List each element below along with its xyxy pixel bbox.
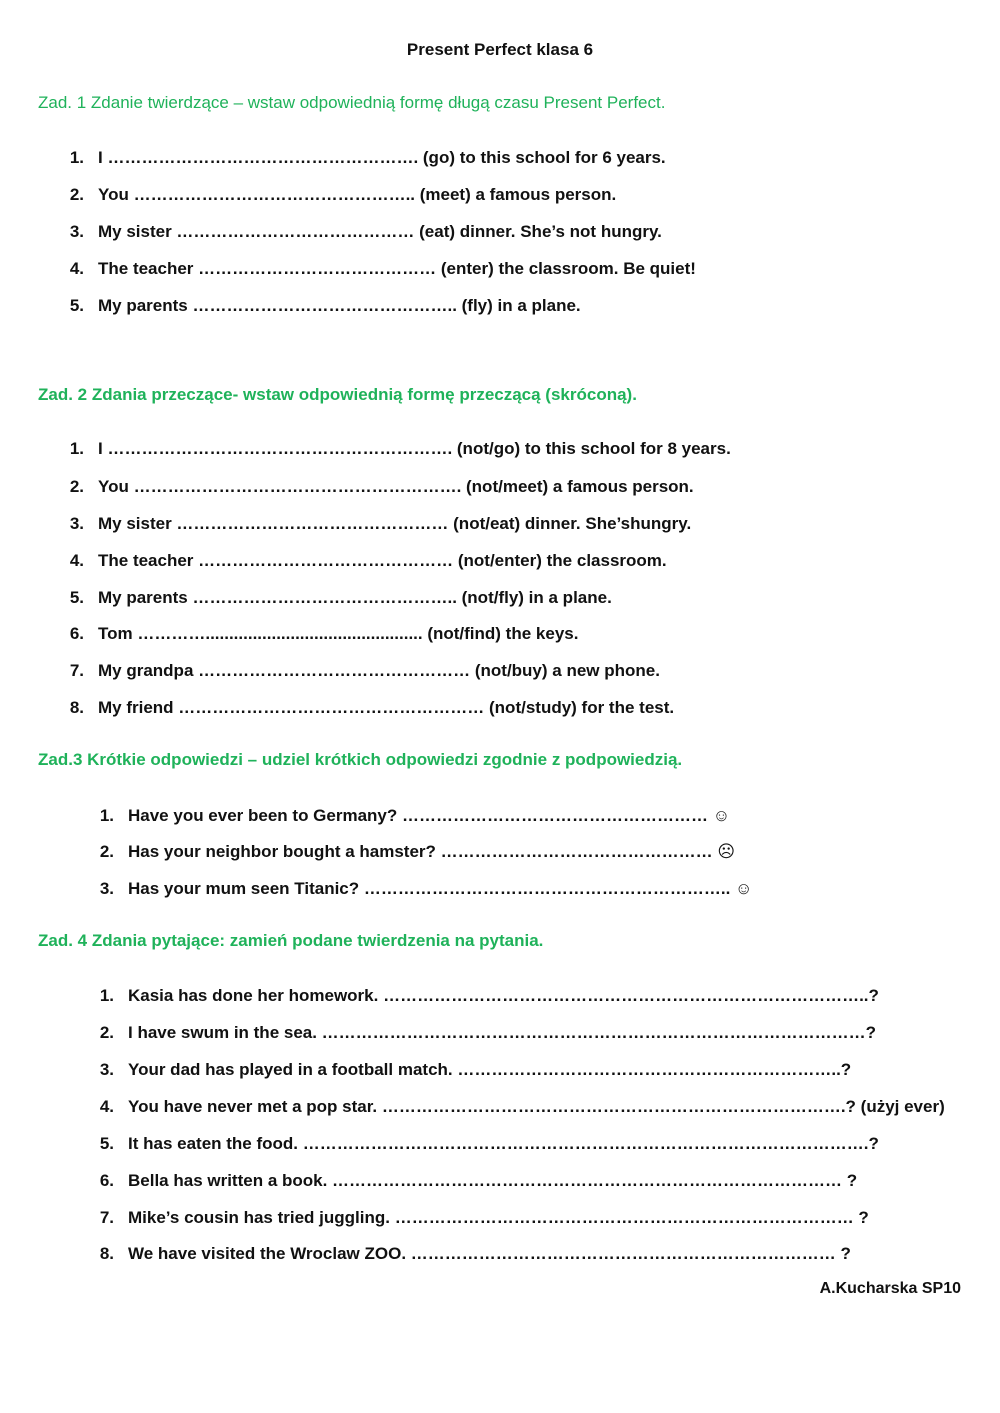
item-number: 5. — [69, 296, 84, 315]
zad1-heading: Zad. 1 Zdanie twierdzące – wstaw odpowiednią formę długą czasu Present Perfect. — [38, 93, 666, 112]
item-number: 1. — [69, 439, 84, 458]
item-number: 2. — [99, 842, 114, 861]
zad4-heading: Zad. 4 Zdania pytające: zamień podane twierdzenia na pytania. — [38, 931, 544, 950]
item-number: 2. — [69, 185, 84, 204]
item-text: I ………………………………………………. (go) to this school for 6 years. — [98, 148, 666, 167]
item-text: It has eaten the food. ……………………………………………………………………………………….? — [128, 1134, 879, 1153]
item-number: 3. — [69, 514, 84, 533]
item-text: My parents ……………………………………….. (fly) in a plane. — [98, 296, 581, 315]
item-number: 5. — [99, 1134, 114, 1153]
item-number: 2. — [99, 1023, 114, 1042]
item-text: Tom ………….............................................. (not/find) the keys. — [98, 624, 579, 643]
item-text: Kasia has done her homework. …………………………………………………………………………..? — [128, 986, 879, 1005]
item-text: My sister …………………………………… (eat) dinner. She’s not hungry. — [98, 222, 662, 241]
item-number: 3. — [69, 222, 84, 241]
item-text: You …………………………………………………. (not/meet) a famous person. — [98, 477, 694, 496]
item-number: 8. — [99, 1244, 114, 1263]
item-text: Has your mum seen Titanic? ……………………………………………………….. ☺ — [128, 879, 753, 898]
item-number: 3. — [99, 879, 114, 898]
item-text: You ………………………………………….. (meet) a famous person. — [98, 185, 617, 204]
item-text: Mike’s cousin has tried juggling. ……………………………………………………………………… ? — [128, 1208, 869, 1227]
item-text: My sister ………………………………………… (not/eat) dinner. She’shungry. — [98, 514, 692, 533]
item-text: Has your neighbor bought a hamster? ………………………………………… ☹ — [128, 842, 736, 861]
item-number: 3. — [99, 1060, 114, 1079]
item-number: 4. — [69, 551, 84, 570]
item-number: 6. — [69, 624, 84, 643]
item-number: 4. — [99, 1097, 114, 1116]
item-text: You have never met a pop star. ……………………………………………………………………….? (użyj ever) — [128, 1097, 945, 1116]
item-number: 1. — [99, 986, 114, 1005]
item-text: We have visited the Wroclaw ZOO. ………………………………………………………………… ? — [128, 1244, 851, 1263]
item-number: 5. — [69, 588, 84, 607]
item-number: 6. — [99, 1171, 114, 1190]
item-text: Your dad has played in a football match. …………………………………………………………..? — [128, 1060, 852, 1079]
item-text: My parents ……………………………………….. (not/fly) in a plane. — [98, 588, 612, 607]
page-title: Present Perfect klasa 6 — [406, 40, 594, 59]
item-text: Bella has written a book. ……………………………………………………………………………… ? — [128, 1171, 858, 1190]
item-number: 1. — [69, 148, 84, 167]
item-number: 1. — [99, 806, 114, 825]
author-signature: A.Kucharska SP10 — [819, 1280, 961, 1297]
zad3-heading: Zad.3 Krótkie odpowiedzi – udziel krótkich odpowiedzi zgodnie z podpowiedzią. — [38, 750, 683, 769]
item-number: 8. — [69, 698, 84, 717]
item-number: 4. — [69, 259, 84, 278]
item-text: My friend ……………………………………………… (not/study) for the test. — [98, 698, 675, 717]
item-number: 7. — [69, 661, 84, 680]
item-text: I ……………………………………………………. (not/go) to this school for 8 years. — [98, 439, 731, 458]
item-text: Have you ever been to Germany? ……………………………………………… ☺ — [128, 806, 731, 825]
item-text: The teacher …………………………………… (enter) the classroom. Be quiet! — [98, 259, 696, 278]
zad2-heading: Zad. 2 Zdania przeczące- wstaw odpowiednią formę przeczącą (skróconą). — [38, 385, 637, 404]
item-text: I have swum in the sea. ……………………………………………………………………………………? — [128, 1023, 877, 1042]
item-text: The teacher ……………………………………… (not/enter) the classroom. — [98, 551, 667, 570]
item-number: 7. — [99, 1208, 114, 1227]
item-text: My grandpa ………………………………………… (not/buy) a new phone. — [98, 661, 660, 680]
item-number: 2. — [69, 477, 84, 496]
